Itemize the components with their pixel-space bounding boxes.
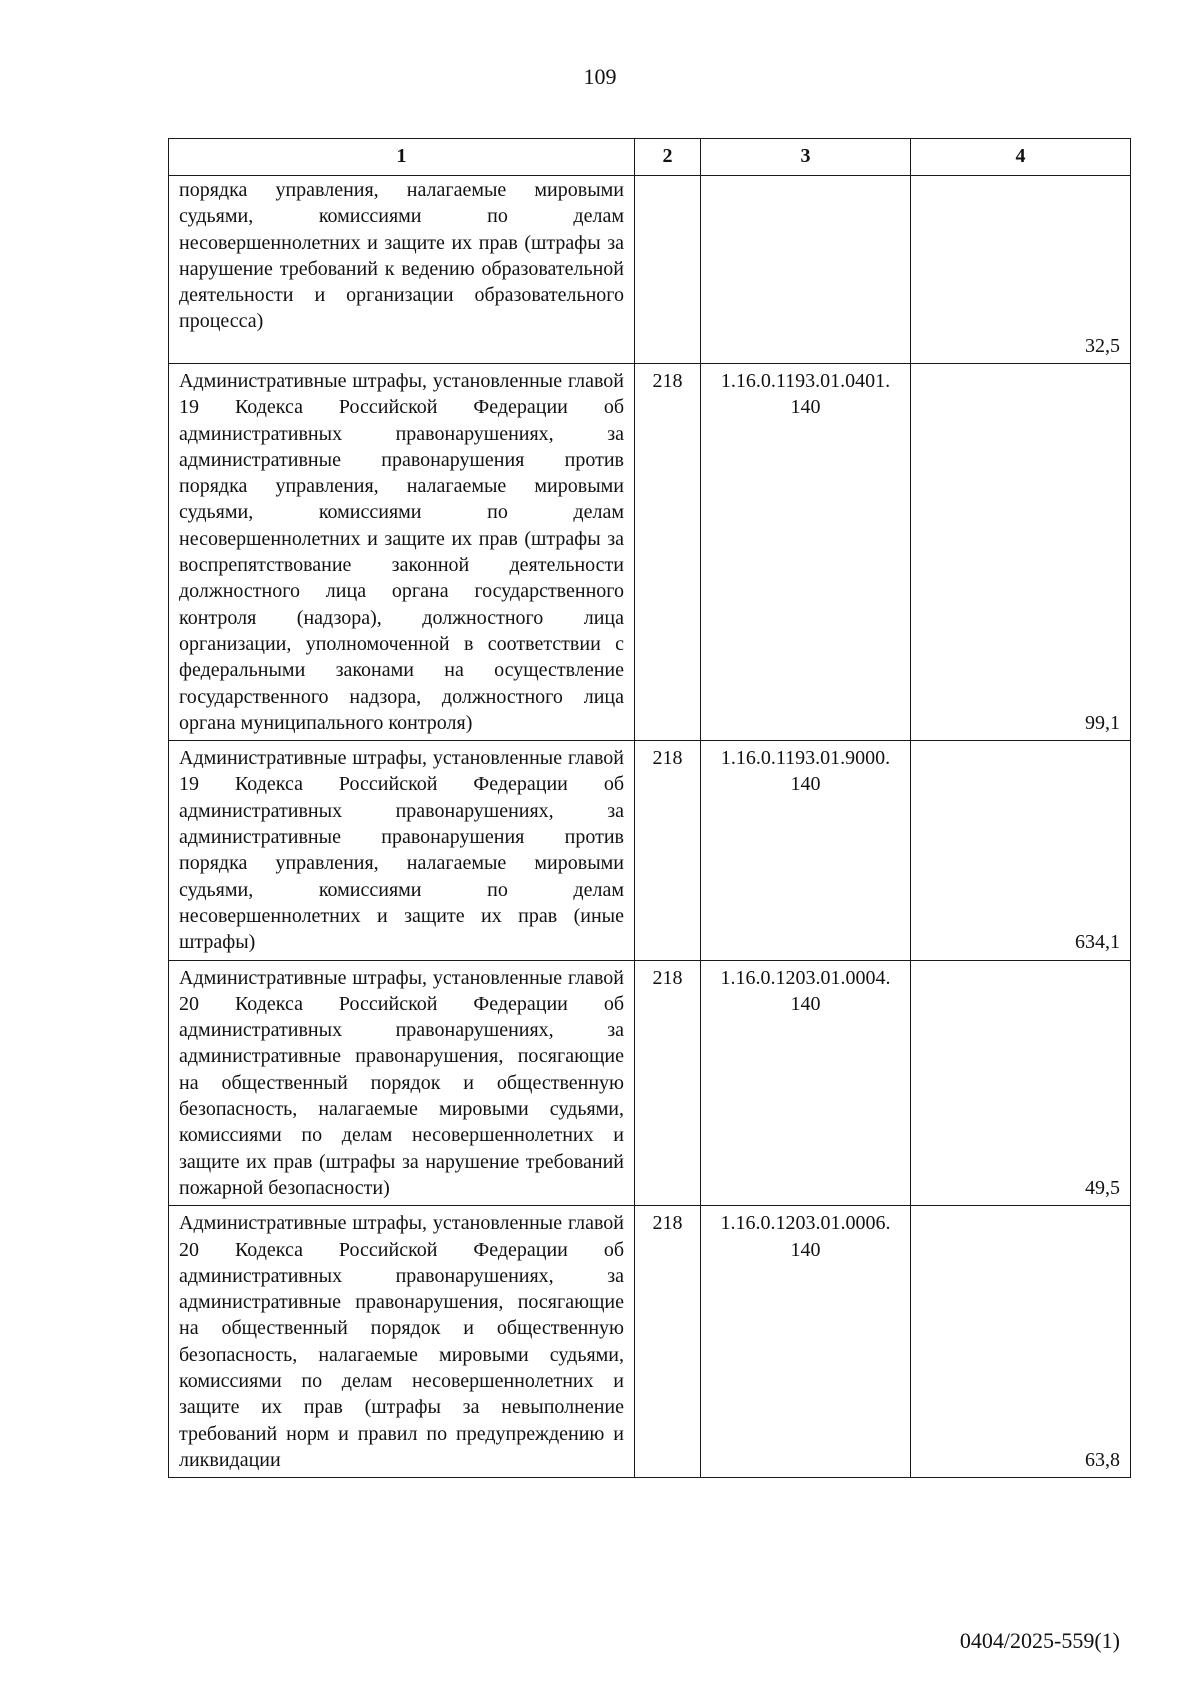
row-amount: 63,8 (911, 1206, 1131, 1478)
row-budget-code (701, 176, 911, 364)
table-row (169, 364, 1131, 741)
row-description: порядка управления, налагаемые мировыми судьями, комиссиями по делам несовершеннолетних и защите их прав (штрафы за нарушение требований к ведению образовательной деятельности и организации образовательного процесса) (169, 176, 635, 364)
row-admin-code (635, 176, 701, 364)
row-budget-code: 1.16.0.1203.01.0004. 140 (701, 960, 911, 1206)
row-budget-code: 1.16.0.1203.01.0006. 140 (701, 1206, 911, 1478)
column-header-3: 3 (701, 139, 911, 176)
table-row (169, 176, 1131, 364)
row-amount: 32,5 (911, 176, 1131, 364)
row-admin-code: 218 (635, 960, 701, 1206)
column-header-1: 1 (169, 139, 635, 176)
row-description: Административные штрафы, установленные главой 19 Кодекса Российской Федерации об административных правонарушениях, за административные правонарушения против порядка управления, налагаемые мировыми судьями, комиссиями по делам несовершеннолетних и защите их прав (штрафы за воспрепятствование законной деятельности должностного лица органа государственного контроля (надзора), должностного лица организации, уполномоченной в соответствии с федеральными законами на осуществление государственного надзора, должностного лица органа муниципального контроля) (169, 364, 635, 741)
table-row (169, 1206, 1131, 1478)
row-description: Административные штрафы, установленные главой 20 Кодекса Российской Федерации об административных правонарушениях, за административные правонарушения, посягающие на общественный порядок и общественную безопасность, налагаемые мировыми судьями, комиссиями по делам несовершеннолетних и защите их прав (штрафы за невыполнение требований норм и правил по предупреждению и ликвидации (169, 1206, 635, 1478)
row-budget-code: 1.16.0.1193.01.0401. 140 (701, 364, 911, 741)
row-admin-code: 218 (635, 364, 701, 741)
row-admin-code: 218 (635, 741, 701, 960)
row-description: Административные штрафы, установленные главой 20 Кодекса Российской Федерации об административных правонарушениях, за административные правонарушения, посягающие на общественный порядок и общественную безопасность, налагаемые мировыми судьями, комиссиями по делам несовершеннолетних и защите их прав (штрафы за нарушение требований пожарной безопасности) (169, 960, 635, 1206)
budget-table (168, 138, 1131, 1478)
table-row (169, 960, 1131, 1206)
row-amount: 634,1 (911, 741, 1131, 960)
column-header-2: 2 (635, 139, 701, 176)
column-header-4: 4 (911, 139, 1131, 176)
table-header-row (169, 139, 1131, 176)
row-budget-code: 1.16.0.1193.01.9000. 140 (701, 741, 911, 960)
document-id: 0404/2025-559(1) (959, 1628, 1120, 1653)
row-description: Административные штрафы, установленные главой 19 Кодекса Российской Федерации об административных правонарушениях, за административные правонарушения против порядка управления, налагаемые мировыми судьями, комиссиями по делам несовершеннолетних и защите их прав (иные штрафы) (169, 741, 635, 960)
table-row (169, 741, 1131, 960)
row-amount: 99,1 (911, 364, 1131, 741)
row-admin-code: 218 (635, 1206, 701, 1478)
page-number: 109 (583, 64, 617, 89)
row-amount: 49,5 (911, 960, 1131, 1206)
